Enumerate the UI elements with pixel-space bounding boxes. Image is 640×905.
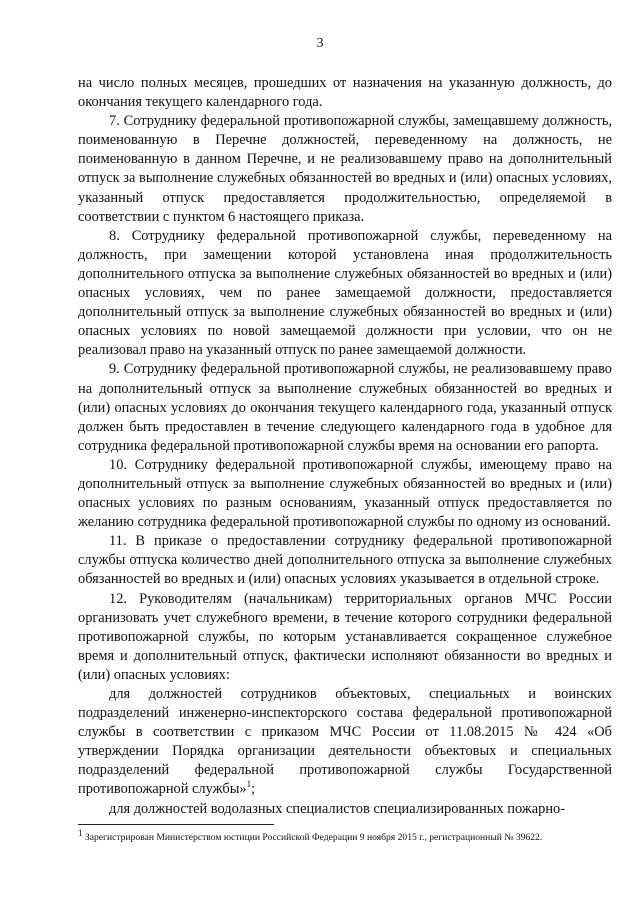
footnote-marker: 1 <box>78 827 83 838</box>
paragraph-11: 11. В приказе о предоставлении сотруднику федеральной противопожарной службы отпуска количество дней дополнительного отпуска за выполнение служебных обязанностей во вредных и (или) опасных условиях указывается в отдельной строке. <box>78 533 612 588</box>
page-number: 3 <box>316 36 324 51</box>
footnote-text: Зарегистрирован Министерством юстиции Российской Федерации 9 ноября 2015 г., регистрационный № 39622. <box>84 832 543 843</box>
paragraph-12: 12. Руководителям (начальникам) территориальных органов МЧС России организовать учет служебного времени, в течение которого сотрудники федеральной противопожарной службы, по которым устанавливается сокращенное служебное время и дополнительный отпуск, фактически исполняют обязанности во вредных и (или) опасных условиях: <box>78 590 612 683</box>
item-1-text: для должностей сотрудников объектовых, специальных и воинских подразделений инженерно-инспекторского состава федеральной противопожарной службы в соответствии с приказом МЧС России от 11.08.2015 № 424 «Об утверждении Порядка организации деятельности объектовых и специальных подразделений федеральной противопожарной службы Государственной противопожарной службы» <box>78 686 612 798</box>
paragraph-8: 8. Сотруднику федеральной противопожарной службы, переведенному на должность, при замещении которой установлена иная продолжительность дополнительного отпуска за выполнение служебных обязанностей во вредных и (или) опасных условиях, чем по ранее замещаемой должности, предоставляется дополнительный отпуск за выполнение служебных обязанностей во вредных и (или) опасных условиях по новой замещаемой должности при условии, что он не реализовал право на указанный отпуск по ранее замещаемой должности. <box>78 227 612 359</box>
footnote <box>78 827 612 844</box>
paragraph-12-item-1 <box>78 685 612 800</box>
paragraph-9: 9. Сотруднику федеральной противопожарной службы, не реализовавшему право на дополнительный отпуск за выполнение служебных обязанностей во вредных и (или) опасных условиях до окончания текущего календарного года, указанный отпуск должен быть предоставлен в течение следующего календарного года в удобное для сотрудника федеральной противопожарной службы время на основании его рапорта. <box>78 361 612 454</box>
footnote-reference: 1 <box>246 779 252 790</box>
item-1-punctuation: ; <box>251 781 256 798</box>
footnote-divider <box>78 824 274 825</box>
paragraph-continuation: на число полных месяцев, прошедших от назначения на указанную должность, до окончания текущего календарного года. <box>78 75 612 111</box>
paragraph-12-item-2: для должностей водолазных специалистов специализированных пожарно- <box>109 800 566 817</box>
document-body <box>78 74 612 819</box>
paragraph-7: 7. Сотруднику федеральной противопожарной службы, замещавшему должность, поименованную в Перечне должностей, переведенному на должность, не поименованную в данном Перечне, и не реализовавшему право на дополнительный отпуск за выполнение служебных обязанностей во вредных и (или) опасных условиях, указанный отпуск предоставляется продолжительностью, определяемой в соответствии с пунктом 6 настоящего приказа. <box>78 113 612 225</box>
paragraph-10: 10. Сотруднику федеральной противопожарной службы, имеющему право на дополнительный отпуск за выполнение служебных обязанностей во вредных и (или) опасных условиях по разным основаниям, указанный отпуск предоставляется по желанию сотрудника федеральной противопожарной службы по одному из оснований. <box>78 456 612 531</box>
